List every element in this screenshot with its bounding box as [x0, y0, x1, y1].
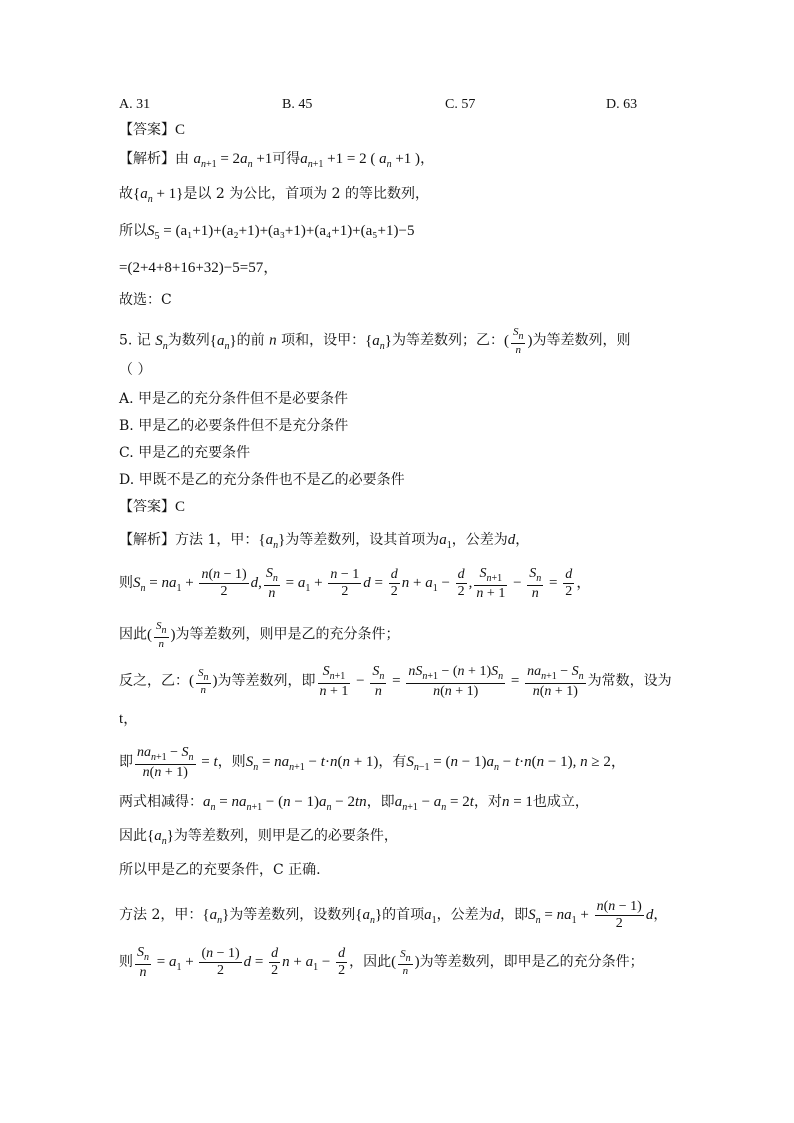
formula: ( $\frac{Sn}{n}$ ): [503, 326, 533, 356]
text: 为等差数列；乙：: [391, 332, 504, 349]
text: ，对: [473, 794, 502, 810]
formula: $\{a_n\}$: [365, 332, 392, 352]
q4-analysis-line-3: [119, 224, 414, 242]
q5-method2-line-1: [119, 899, 667, 932]
formula: $\{a_n\}$: [258, 532, 286, 551]
q5-method1-line-7: [119, 795, 589, 813]
q4-analysis-line-2: [119, 187, 429, 205]
choice-c: C. 57: [445, 97, 476, 112]
q5-method1-line-3: [119, 620, 400, 650]
formula: $S_n = na_1$ + $\frac{n(n - 1)}{2}$ d: [528, 899, 654, 932]
formula: $\{a_n\}$: [209, 332, 237, 352]
formula: $\frac{na_{n+1} - S_n}{n(n + 1)}$ = t: [137, 745, 218, 780]
q5-option-d: D. 甲既不是乙的充分条件也不是乙的必要条件: [119, 472, 405, 488]
text: ，公差为: [436, 907, 493, 924]
text: ，因此: [349, 954, 392, 971]
formula: $a_n = na_{n+1} - (n - 1)a_n - 2tn$: [203, 794, 367, 813]
answer-tag: 【答案】: [119, 499, 175, 515]
text: 即: [119, 754, 133, 771]
q4-analysis-line-1: [119, 152, 434, 170]
formula: $a_1$: [439, 532, 452, 551]
q5-method1-line-5: [119, 712, 138, 727]
text: ，有: [378, 754, 407, 771]
formula: $\frac{S_{n+1}}{n + 1}$ − $\frac{S_n}{n}$ = $\frac{nS_{n+1} - (n + 1)S_n}{n(n + 1)}$ = $\frac{na_{n+1} - S_n}{n(n + 1)}$: [319, 664, 584, 699]
q4-analysis-line-4: [119, 261, 278, 276]
text: 为等差数列，设数列: [229, 907, 356, 924]
q5-stem: [119, 326, 630, 356]
choice-d: D. 63: [606, 97, 638, 112]
formula: t，: [119, 711, 139, 727]
text: 的前: [236, 332, 265, 349]
text: 故: [119, 186, 133, 202]
formula: d: [492, 907, 501, 924]
formula: $S_5$: [147, 223, 160, 242]
text: 方法 2，甲：: [119, 907, 203, 924]
answer-tag: 【答案】: [119, 122, 175, 138]
formula: $S_{n-1} = (n - 1)a_n - t\cdot n(n - 1)$, n ≥ 2，: [406, 754, 626, 774]
text: 为等差数列，则甲是乙的充分条件；: [175, 626, 400, 643]
formula: $a_1$: [424, 907, 437, 927]
analysis-tag: 【解析】: [119, 151, 175, 167]
text: 故选：C: [119, 292, 172, 308]
text: 是以 2 为公比，首项为 2 的等比数列，: [183, 186, 429, 202]
formula: ( $\frac{Sn}{n}$ ): [189, 666, 218, 697]
formula: $\{a_n\}$: [355, 907, 383, 927]
formula: $S_n = na_{n+1} - t\cdot n(n + 1)$: [245, 754, 379, 774]
text: ，公差为: [451, 532, 508, 548]
text: ，: [515, 532, 530, 548]
text: 为等差数列，设其首项为: [285, 532, 440, 548]
text: 也成立，: [532, 794, 589, 810]
formula: =(2+4+8+16+32)−5=57，: [119, 260, 279, 276]
text: ，即: [500, 907, 529, 924]
q5-method2-line-2: [119, 945, 644, 981]
q5-method1-line-2: [119, 566, 591, 602]
text: 两式相减得：: [119, 794, 203, 810]
text: 方法 1，甲：: [175, 532, 259, 548]
q5-paren: （ ）: [119, 362, 152, 378]
formula: $S_n = na_1$ + $\frac{n(n - 1)}{2}$ d, $\frac{S_n}{n}$ = $a_1$ + $\frac{n - 1}{2}$ d = $\frac{d}{2}$ $n + a_1$ − $\frac{d}{2}$ , $\frac{S_{n+1}}{n + 1}$ − $\frac{S_n}{n}$ = $\frac{d}{2}$ ，: [133, 566, 592, 601]
text: 则: [119, 954, 133, 971]
text: 的首项: [382, 907, 425, 924]
question-4-choices: [119, 97, 639, 113]
formula: n: [269, 332, 277, 349]
formula: $\{a_n + 1\}$: [133, 186, 184, 205]
formula: $a_{n+1} +1 = 2$ ( $a_n +1$ ): [300, 151, 421, 170]
formula: $a_{n+1} = 2a_n +1$: [193, 151, 273, 170]
q5-option-b: B. 甲是乙的必要条件但不是充分条件: [119, 418, 349, 434]
text: 为等差数列，即: [217, 673, 316, 690]
formula: $S_n$: [155, 332, 168, 352]
q5-option-c: C. 甲是乙的充要条件: [119, 445, 251, 461]
text: 为数列: [167, 332, 210, 349]
q5-method1-line-4: [119, 664, 672, 700]
q5-option-a: A. 甲是乙的充分条件但不是必要条件: [119, 391, 349, 407]
formula: ( $\frac{Sn}{n}$ ): [147, 620, 176, 650]
text: ，: [420, 151, 435, 167]
text: 则: [119, 575, 133, 592]
text: 项和，设甲：: [281, 332, 366, 349]
formula: $\{a_n\}$: [147, 828, 174, 847]
q5-method1-line-8: [119, 829, 398, 847]
text: 因此: [119, 626, 147, 643]
text: ，则: [217, 754, 246, 771]
text: 为等差数列，则: [532, 332, 631, 349]
text: 5. 记: [119, 332, 151, 349]
formula: $a_{n+1} - a_n = 2t$: [394, 794, 474, 813]
q5-method1-line-1: [119, 533, 529, 551]
choice-b: B. 45: [282, 97, 313, 112]
answer-value: C: [175, 122, 186, 138]
formula: $\frac{S_n}{n}$ = $a_1$ + $\frac{(n - 1)}{2}$ d = $\frac{d}{2}$ $n + a_1$ − $\frac{d}{2}$: [137, 945, 346, 980]
text: 为等差数列，则甲是乙的必要条件，: [173, 828, 398, 844]
q4-answer-line: [119, 123, 185, 138]
formula: ( $\frac{Sn}{n}$ ): [391, 947, 420, 978]
answer-value: C: [175, 499, 186, 515]
text: ，: [653, 907, 668, 924]
text: 可得: [272, 151, 301, 167]
formula: $\{a_n\}$: [202, 907, 230, 927]
text: 所以: [119, 223, 147, 239]
q5-method1-line-6: [119, 745, 626, 781]
text: 反之，乙：: [119, 673, 189, 690]
analysis-tag: 【解析】: [119, 532, 175, 548]
formula: d: [507, 532, 516, 548]
text: ，即: [366, 794, 395, 810]
formula: = (a₁+1)+(a₂+1)+(a₃+1)+(a₄+1)+(a₅+1)−5: [163, 223, 415, 239]
choice-a: A. 31: [119, 97, 151, 112]
q5-method1-line-9: 所以甲是乙的充要条件，C 正确.: [119, 862, 321, 878]
text: 为等差数列，即甲是乙的充分条件；: [419, 954, 644, 971]
formula: n = 1: [501, 794, 533, 810]
text: 由: [175, 151, 189, 167]
text: 为常数，设为: [587, 673, 672, 690]
text: 因此: [119, 828, 147, 844]
q4-analysis-line-5: [119, 293, 172, 307]
q5-answer-line: [119, 500, 185, 515]
